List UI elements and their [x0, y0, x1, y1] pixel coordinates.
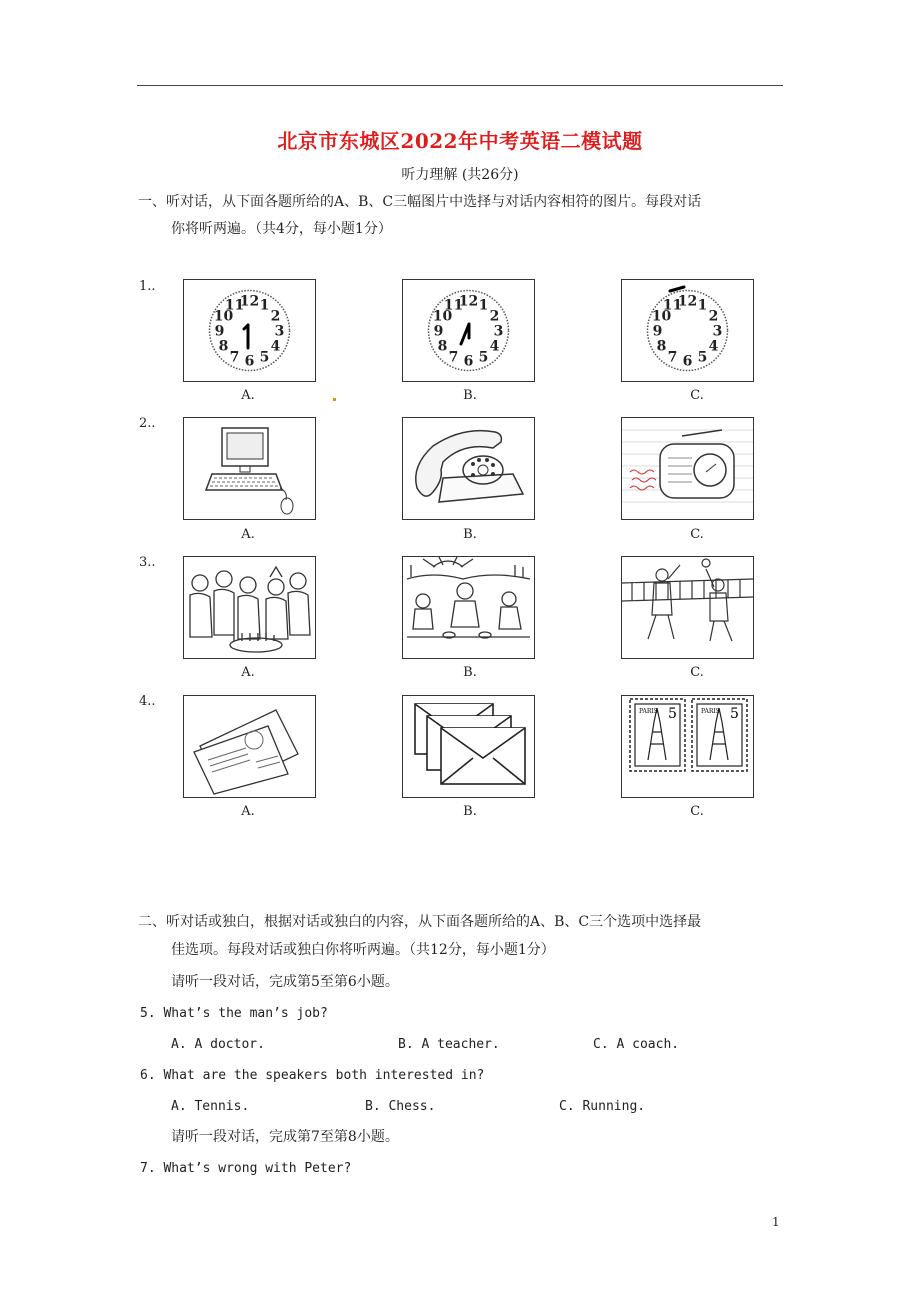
clock-numeral: 9 [433, 323, 444, 340]
clock-numeral: 8 [437, 338, 448, 355]
option-3c-volleyball-image[interactable] [621, 556, 754, 659]
computer-icon [184, 418, 315, 519]
question-6-option-b[interactable]: B. Chess. [365, 1099, 436, 1114]
question-5-stem: 5. What’s the man’s job? [140, 1006, 328, 1021]
option-3b-picnic-image[interactable] [402, 556, 535, 659]
picnic-icon [403, 557, 534, 658]
option-4a-label: A. [241, 804, 255, 819]
question-2-number: 2.. [139, 416, 156, 431]
option-4b-label: B. [463, 804, 477, 819]
question-4-number: 4.. [139, 694, 156, 709]
clock-numeral: 2 [708, 308, 719, 325]
option-3c-label: C. [690, 665, 704, 680]
option-1a-clock-image[interactable] [183, 279, 316, 382]
section1-instruction-line2: 你将听两遍。（共4分，每小题1分） [171, 221, 392, 237]
clock-numeral: 7 [229, 349, 240, 366]
stamp-value-label: 5 [730, 706, 739, 722]
question-5-option-b[interactable]: B. A teacher. [398, 1037, 500, 1052]
option-1a-label: A. [241, 388, 255, 403]
clock-numeral: 8 [656, 338, 667, 355]
clock-numeral: 4 [708, 338, 719, 355]
option-4a-postcards-image[interactable] [183, 695, 316, 798]
clock-numeral: 6 [463, 353, 474, 370]
clock-numeral: 12 [458, 293, 479, 310]
clock-icon [403, 280, 534, 381]
clock-numeral: 1 [478, 297, 489, 314]
option-4c-stamps-image[interactable] [621, 695, 754, 798]
option-2b-label: B. [463, 527, 477, 542]
question-5-option-c[interactable]: C. A coach. [593, 1037, 680, 1052]
section-subtitle: 听力理解 (共26分) [401, 167, 519, 183]
option-3a-party-image[interactable] [183, 556, 316, 659]
clock-icon [184, 280, 315, 381]
option-4c-label: C. [690, 804, 704, 819]
clock-numeral: 5 [259, 349, 270, 366]
stray-mark [333, 398, 336, 401]
clock-numeral: 11 [224, 297, 245, 314]
clock-numeral: 12 [677, 293, 698, 310]
volleyball-icon [622, 557, 753, 658]
clock-numeral: 5 [478, 349, 489, 366]
dialogue-instruction-7-8: 请听一段对话，完成第7至第8小题。 [171, 1129, 399, 1145]
page-number: 1 [772, 1215, 780, 1229]
clock-numeral: 9 [214, 323, 225, 340]
question-7-stem: 7. What’s wrong with Peter? [140, 1161, 352, 1176]
section2-instruction-line2: 佳选项。每段对话或独白你将听两遍。（共12分，每小题1分） [171, 942, 555, 958]
question-6-option-a[interactable]: A. Tennis. [171, 1099, 250, 1114]
clock-hands [244, 325, 248, 348]
clock-numeral: 11 [443, 297, 464, 314]
option-1b-label: B. [463, 388, 477, 403]
clock-numeral: 4 [489, 338, 500, 355]
clock-hands [461, 324, 469, 344]
clock-numeral: 1 [697, 297, 708, 314]
page-title: 北京市东城区2022年中考英语二模试题 [277, 129, 643, 153]
option-3b-label: B. [463, 665, 477, 680]
section2-instruction-line1: 二、听对话或独白，根据对话或独白的内容，从下面各题所给的A、B、C三个选项中选择最 [138, 914, 702, 930]
clock-numeral: 1 [259, 297, 270, 314]
option-1b-clock-image[interactable] [402, 279, 535, 382]
clock-numeral: 4 [270, 338, 281, 355]
telephone-icon [403, 418, 534, 519]
clock-numeral: 7 [667, 349, 678, 366]
people-icon [184, 557, 315, 658]
option-2c-label: C. [690, 527, 704, 542]
option-3a-label: A. [241, 665, 255, 680]
option-2c-radio-image[interactable] [621, 417, 754, 520]
option-2a-computer-image[interactable] [183, 417, 316, 520]
clock-numeral: 7 [448, 349, 459, 366]
clock-numeral: 6 [682, 353, 693, 370]
option-2b-telephone-image[interactable] [402, 417, 535, 520]
section1-instruction-line1: 一、听对话，从下面各题所给的A、B、C三幅图片中选择与对话内容相符的图片。每段对话 [138, 194, 702, 210]
question-5-option-a[interactable]: A. A doctor. [171, 1037, 265, 1052]
option-1c-clock-image[interactable] [621, 279, 754, 382]
postcard-icon [184, 696, 315, 797]
option-4b-envelopes-image[interactable] [402, 695, 535, 798]
stamp-icon [622, 696, 753, 797]
clock-numeral: 3 [712, 323, 723, 340]
clock-numeral: 6 [244, 353, 255, 370]
clock-hands [670, 287, 684, 291]
clock-icon [622, 280, 753, 381]
clock-numeral: 3 [493, 323, 504, 340]
dialogue-instruction-5-6: 请听一段对话，完成第5至第6小题。 [171, 974, 399, 990]
clock-numeral: 10 [651, 308, 672, 325]
question-1-number: 1.. [139, 279, 156, 294]
option-1c-label: C. [690, 388, 704, 403]
envelope-icon [403, 696, 534, 797]
clock-numeral: 8 [218, 338, 229, 355]
clock-numeral: 11 [662, 297, 683, 314]
clock-numeral: 12 [239, 293, 260, 310]
clock-numeral: 2 [489, 308, 500, 325]
clock-numeral: 10 [432, 308, 453, 325]
question-6-stem: 6. What are the speakers both interested in? [140, 1068, 485, 1083]
clock-numeral: 3 [274, 323, 285, 340]
option-2a-label: A. [241, 527, 255, 542]
radio-icon [622, 418, 753, 519]
stamp-city-label: PARIS [701, 708, 720, 715]
clock-numeral: 2 [270, 308, 281, 325]
clock-numeral: 10 [213, 308, 234, 325]
stamp-value-label: 5 [668, 706, 677, 722]
clock-numeral: 9 [652, 323, 663, 340]
stamp-city-label: PARIS [639, 708, 658, 715]
header-rule [137, 85, 783, 86]
question-6-option-c[interactable]: C. Running. [559, 1099, 646, 1114]
question-3-number: 3.. [139, 555, 156, 570]
clock-numeral: 5 [697, 349, 708, 366]
